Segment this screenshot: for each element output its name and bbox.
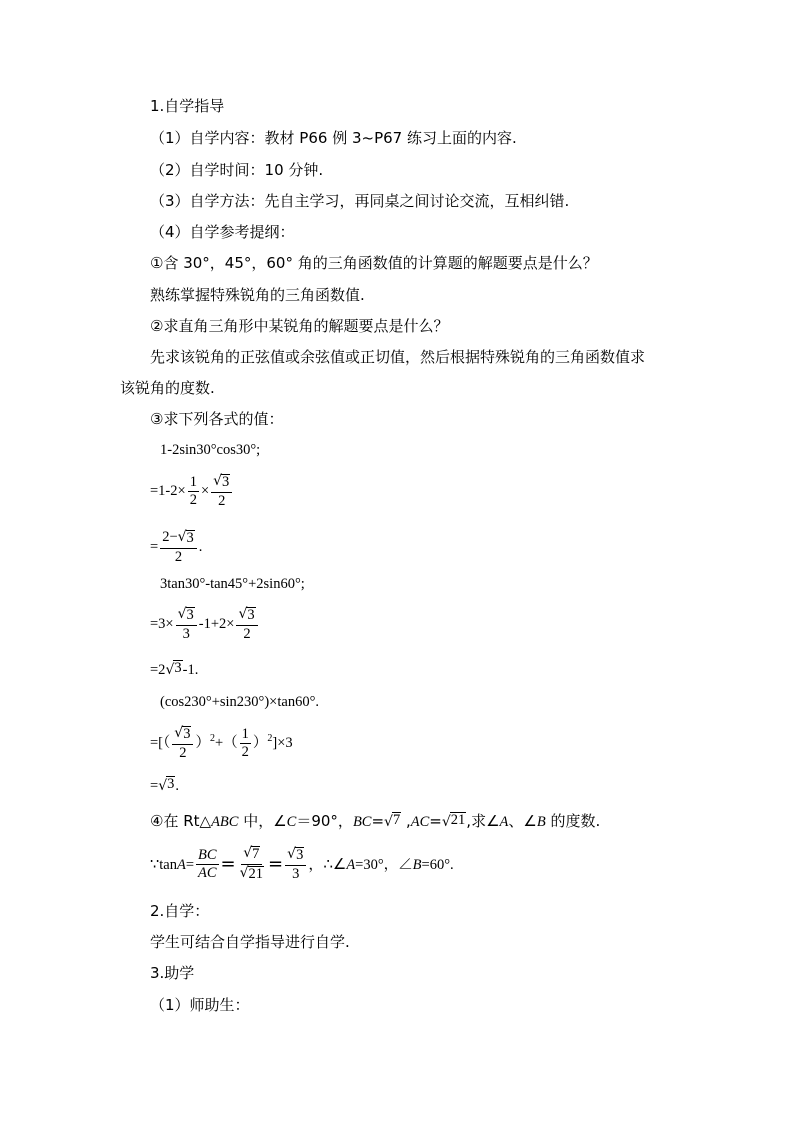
expr-2-step-2: =2 √ 3 -1. <box>150 660 199 678</box>
fraction: $\frac{BC}{AC}$ <box>198 846 217 881</box>
sqrt-symbol: √ 7 <box>384 812 401 830</box>
question-3: ③求下列各式的值： <box>150 410 284 428</box>
answer-2-line-1: 先求该锐角的正弦值或余弦值或正切值，然后根据特殊锐角的三角函数值求 <box>150 348 646 366</box>
heading-self-study-guide: 1.自学指导 <box>150 97 225 115</box>
guide-item-outline: （4）自学参考提纲： <box>150 223 295 241</box>
expr-1-step-2: = 2− √ 3 2 . <box>150 529 203 565</box>
fraction: √ 3 2 <box>172 726 193 761</box>
fraction: √ 3 2 <box>236 607 257 642</box>
heading-self-study: 2.自学： <box>150 902 210 920</box>
expr-1: 1-2sin30°cos30°; <box>160 442 261 458</box>
fraction <box>238 846 266 883</box>
guide-item-method: （3）自学方法：先自主学习，再同桌之间讨论交流，互相纠错. <box>150 192 570 210</box>
guide-item-content: （1）自学内容：教材 P66 例 3~P67 练习上面的内容. <box>150 129 517 147</box>
sqrt-symbol: √ 3 <box>238 606 255 623</box>
expr-1-step-1: =1-2× $\frac{1}{2}$ × √ 3 2 <box>150 474 234 509</box>
expr-3: (cos230°+sin230°)×tan60°. <box>160 694 319 710</box>
guide-item-time: （2）自学时间：10 分钟. <box>150 161 324 179</box>
assist-item-1: （1）师助生： <box>150 996 250 1014</box>
sqrt-symbol: √ 3 <box>177 529 194 546</box>
answer-1: 熟练掌握特殊锐角的三角函数值. <box>150 286 365 304</box>
fraction: $\frac{1}{2}$ <box>189 473 197 509</box>
sqrt-symbol: √ 3 <box>177 606 194 623</box>
sqrt-symbol: √ 3 <box>287 845 304 863</box>
solution-4: ∵tanA= $\frac{BC}{AC}$ = √ 7 √ 21 = √ 3 3 ，∴∠A=30°，∠B=60°. <box>150 845 454 882</box>
answer-2-line-2: 该锐角的度数. <box>120 379 215 397</box>
sqrt-symbol: √ 3 <box>213 473 230 490</box>
fraction: $\frac{1}{2}$ <box>241 725 249 761</box>
expr-3-step-2: = √ 3 . <box>150 776 179 794</box>
expr-2: 3tan30°-tan45°+2sin60°; <box>160 576 305 592</box>
expr-3-step-1: =[（ √ 3 2 ）$^2$+（ $\frac{1}{2}$ ）$^2$]×3 <box>150 725 293 761</box>
question-4: ④在 Rt△ABC 中，∠C＝90°，BC= √ 7 ,AC= √ 21 ,求∠A、∠B 的度数. <box>150 812 601 830</box>
sqrt-symbol: √ 7 <box>243 845 260 862</box>
question-1: ①含 30°，45°，60° 角的三角函数值的计算题的解题要点是什么？ <box>150 254 598 272</box>
sqrt-symbol: √ 21 <box>441 812 466 830</box>
fraction: 2− √ 3 2 <box>160 530 197 565</box>
sqrt-symbol: √ 3 <box>165 660 182 678</box>
sqrt-symbol: √ 3 <box>174 725 191 742</box>
question-2: ②求直角三角形中某锐角的解题要点是什么？ <box>150 317 449 335</box>
fraction: √ 3 2 <box>211 474 232 509</box>
fraction: √ 3 3 <box>176 607 197 642</box>
heading-assist: 3.助学 <box>150 964 195 982</box>
fraction: √ 3 3 <box>285 847 306 882</box>
expr-2-step-1: =3× √ 3 3 -1+2× √ 3 2 <box>150 607 260 642</box>
sqrt-symbol: √ 21 <box>239 864 264 882</box>
sqrt-symbol: √ 3 <box>158 776 175 794</box>
self-study-text: 学生可结合自学指导进行自学. <box>150 933 350 951</box>
